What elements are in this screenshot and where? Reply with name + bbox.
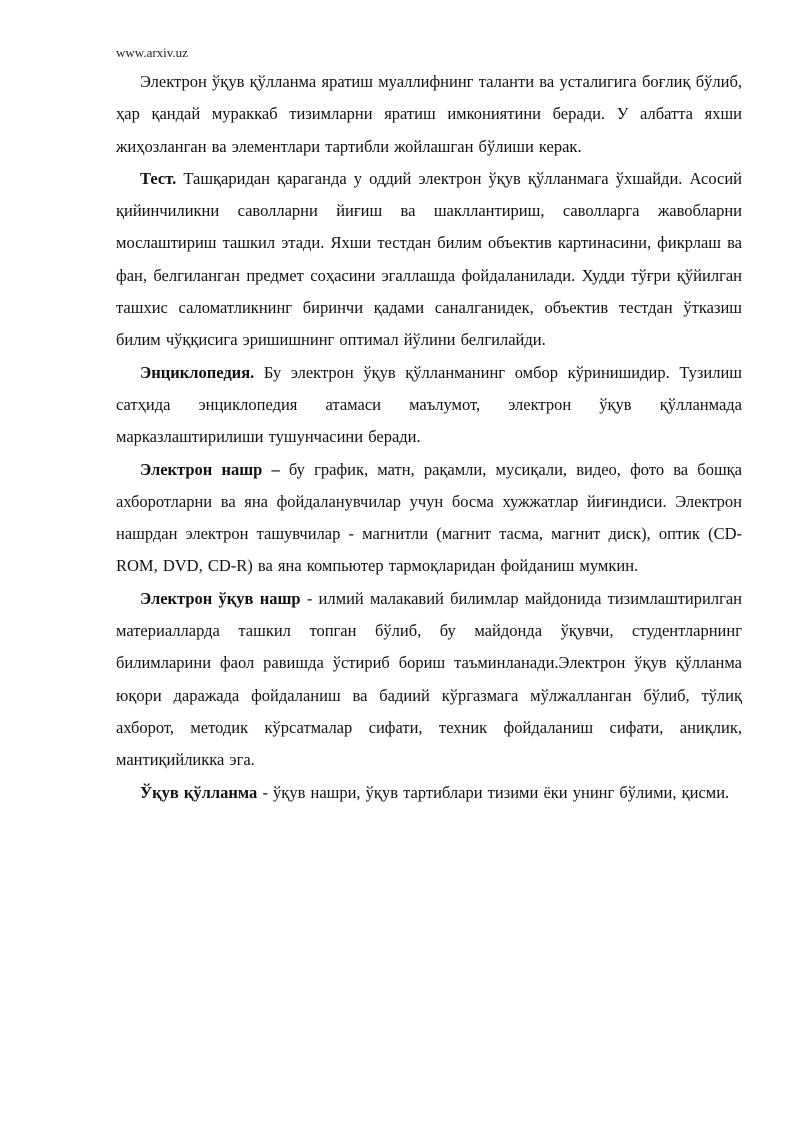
paragraph-text: Ташқаридан қараганда у оддий электрон ўқув қўлланмага ўхшайди. Асосий қийинчиликни саволларни йиғиш ва шакллантириш, саволларга жавобларни мослаштириш ташкил этади. Яхши тестдан билим объектив картинасини, фикрлаш ва фан, белгиланган предмет соҳасини эгаллашда фойдаланилади. Худди тўғри қўйилган ташхис саломатликнинг биринчи қадами саналганидек, объектив тестдан ўтказиш билим чўққисига эришишнинг оптимал йўлини белгилайди. xyxy=(116,168,742,350)
paragraph-electronic-edition xyxy=(116,454,742,583)
paragraph-text: Электрон ўқув қўлланма яратиш муаллифнинг таланти ва усталигига боғлиқ бўлиб, ҳар қандай мураккаб тизимларни яратиш имкониятини беради. У албатта яхши жиҳозланган ва элементлари тартибли жойлашган бўлиши керак. xyxy=(116,72,742,156)
paragraph-electronic-study-edition xyxy=(116,583,742,777)
paragraph-text: - ўқув нашри, ўқув тартиблари тизими ёки унинг бўлими, қисми. xyxy=(257,782,730,802)
term-heading: Электрон ўқув нашр xyxy=(140,588,301,608)
term-heading: Тест. xyxy=(140,168,177,188)
paragraph-study-manual xyxy=(116,777,742,809)
paragraph-text: бу график, матн, рақамли, мусиқали, видео, фото ва бошқа ахборотларни ва яна фойдаланувчилар учун босма хужжатлар йиғиндиси. Электрон нашрдан электрон ташувчилар - магнитли (магнит тасма, магнит диск), оптик (CD-ROM, DVD, CD-R) ва яна компьютер тармоқларидан фойданиш мумкин. xyxy=(116,459,742,576)
term-heading: Ўқув қўлланма xyxy=(140,782,258,802)
site-header: www.arxiv.uz xyxy=(116,45,188,60)
paragraph-text: - илмий малакавий билимлар майдонида тизимлаштирилган материалларда ташкил топган бўлиб, бу майдонда ўқувчи, студентларнинг билимларини фаол равишда ўстириб бориш таъминланади.Электрон ўқув қўлланма юқори даражада фойдаланиш ва бадиий кўргазмага мўлжалланган бўлиб, тўлиқ ахборот, методик кўрсатмалар сифати, техник фойдаланиш сифати, аниқлик, мантиқийликка эга. xyxy=(116,588,742,770)
paragraph-test xyxy=(116,163,742,357)
paragraph-encyclopedia xyxy=(116,357,742,454)
paragraph-text: Бу электрон ўқув қўлланманинг омбор кўринишидир. Тузилиш сатҳида энциклопедия атамаси маълумот, электрон ўқув қўлланмада марказлаштирилиши тушунчасини беради. xyxy=(116,362,742,447)
term-heading: Энциклопедия. xyxy=(140,362,255,382)
document-page xyxy=(116,44,742,809)
term-heading: Электрон нашр – xyxy=(140,459,280,479)
paragraph-intro xyxy=(116,66,742,163)
